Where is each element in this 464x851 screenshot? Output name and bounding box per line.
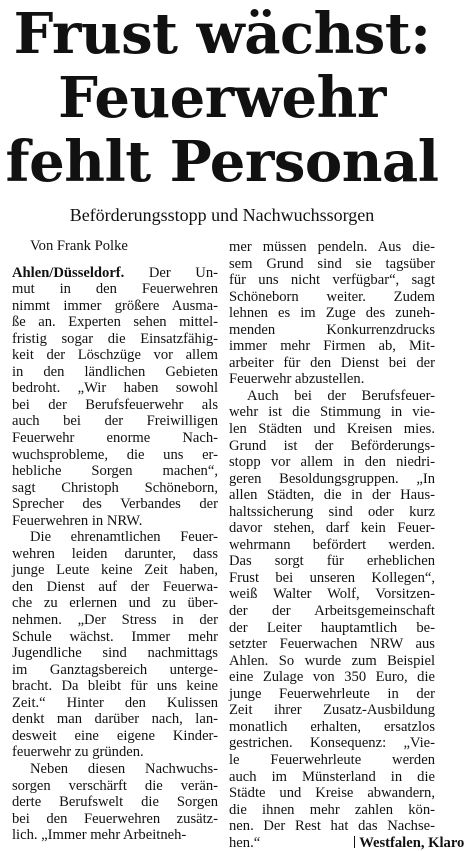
article-text-line: weiß Walter Wolf, Vorsitzen- [229,586,435,603]
headline-line-3: fehlt Personal [5,129,439,195]
article-text-line: Zeit.“ Hinter den Kulissen [12,694,218,711]
article-text-line: nimmt immer größere Ausma- [12,297,218,314]
article-text-line: geren Besoldungsgruppen. „In [229,470,435,487]
article-text-line: Schule wächst. Immer mehr [12,628,218,645]
article-text-line: allen Städten, die in der Haus- [229,487,435,504]
subheadline: Beförderungsstopp und Nachwuchssorgen [69,205,375,225]
article-text-line: davor stehen, darf kein Feuer- [229,520,435,537]
article-text-line: bei den Feuerwehren zusätz- [12,810,218,827]
article-text: hen.“ [229,834,261,851]
article-text-line: Zeit ihrer Zusatz-Ausbildung [229,702,435,719]
article-text-line [229,834,464,851]
article-text-line: Ahlen. So wurde zum Beispiel [229,652,435,669]
article-text-line: den Dienst auf der Feuerwa- [12,578,218,595]
article-text-line: wuchsprobleme, die uns er- [12,446,218,463]
article-text-line: junge Leute keine Zeit haben, [12,562,218,579]
article-text-line: bracht. Da bleibt für uns keine [12,678,218,695]
article-text-line: bedroht. „Wir haben sowohl [12,380,218,397]
article-text-line: le Feuerwehrleute werden [229,751,435,768]
article-text-line: auch im Münsterland in die [229,768,435,785]
article-text-line: der der Arbeitsgemeinschaft [229,603,435,620]
article-text-line: keit der Löschzüge vor allem [12,347,218,364]
article-text: Der Un- [124,264,218,281]
article-text-line: ße an. Experten sehen mittel- [12,314,218,331]
article-text-line: auch bei der Freiwilligen [12,413,218,430]
article-text-line: che zu erlernen und zu über- [12,595,218,612]
article-column-left [12,238,218,844]
article-text-line: wehr ist die Stimmung in vie- [229,404,435,421]
article-text-line: junge Feuerwehrleute in der [229,685,435,702]
article-text-line: stopp vor allem in den niedri- [229,454,435,471]
article-text-line: Auch bei der Berufsfeuer- [247,387,435,404]
article-text-line: Feuerwehr abzustellen. [229,371,365,388]
article-text-line: desweit eine eigene Kinder- [12,727,218,744]
article-text-line: monatlich erhalten, ersatzlos [229,718,435,735]
article-text-line: Jugendliche sind nachmittags [12,645,218,662]
article-text-line: sem Grund sind sie tagsüber [229,255,435,272]
article-text-line [12,265,218,282]
article-text-line: Die ehrenamtlichen Feuer- [30,529,218,546]
article-text-line: lehnen es im Zuge des zuneh- [229,305,435,322]
source-divider [354,836,355,848]
article-text-line: fristig sogar die Einsatzfähig- [12,330,218,347]
article-text-line: Feuerwehren in NRW. [12,512,143,529]
article-text-line: in den ländlichen Gebieten [12,363,218,380]
article-text-line: gestrichen. Konsequenz: „Vie- [229,735,435,752]
article-text-line: denkt man darüber nach, lan- [12,711,218,728]
article-text-line: Sprecher des Verbandes der [12,496,218,513]
article-text-line: Grund ist der Beförderungs- [229,437,435,454]
article-text-line: Frust bei unseren Kollegen“, [229,569,435,586]
article-column-right [229,239,464,851]
article-text-line: len Städten und Kreisen mies. [229,421,435,438]
byline: Von Frank Polke [30,238,128,254]
article-text-line: mut in den Feuerwehren [12,281,218,298]
headline-line-2: Feuerwehr [58,65,386,131]
article-text-line: für uns nicht verfügbar“, sagt [229,272,435,289]
article-text-line: wehrmann befördert werden. [229,536,435,553]
article-text-line: Städte und Kreise abwandern, [229,785,435,802]
article-text-line: die ihnen mehr zahlen kön- [229,801,435,818]
article-text-line: Das sorgt für erheblichen [229,553,435,570]
article-text-line: mer müssen pendeln. Aus die- [229,239,435,255]
article-text-line: sorgen verschärft die verän- [12,777,218,794]
article-text-line: menden Konkurrenzdrucks [229,321,435,338]
article-text-line: wehren leiden darunter, dass [12,545,218,562]
article-text-line: derte Berufswelt die Sorgen [12,794,218,811]
article-text-line: feuerwehr zu gründen. [12,744,144,761]
article-text-line: eine Zulage von 350 Euro, die [229,669,435,686]
article-text-line: haltssicherung sind oder kurz [229,503,435,520]
article-text-line: Feuerwehr enorme Nach- [12,430,218,447]
article-text-line: Schöneborn weiter. Zudem [229,288,435,305]
article-text-line: lich. „Immer mehr Arbeitneh- [12,827,187,844]
article-text-line: nehmen. „Der Stress in der [12,612,218,629]
article-text-line: der Leiter hauptamtlich be- [229,619,435,636]
headline [0,2,444,194]
article-text-line: immer mehr Firmen ab, Mit- [229,338,435,355]
dateline: Ahlen/Düsseldorf. [12,264,125,281]
article-source-credit: Westfalen, Klaro [359,834,464,851]
article-text-line: Neben diesen Nachwuchs- [30,760,218,777]
article-text-line: bei der Berufsfeuerwehr als [12,396,218,413]
article-text-line: sagt Christoph Schöneborn, [12,479,218,496]
article-text-line: arbeiter für den Dienst bei der [229,354,435,371]
article-text-line: nen. Der Rest hat das Nachse- [229,818,435,835]
article-text-line: im Ganztagsbereich unterge- [12,661,218,678]
article-text-line: hebliche Sorgen machen“, [12,463,218,480]
article-text-line: setzter Feuerwachen NRW aus [229,636,435,653]
headline-line-1: Frust wächst: [13,1,431,67]
